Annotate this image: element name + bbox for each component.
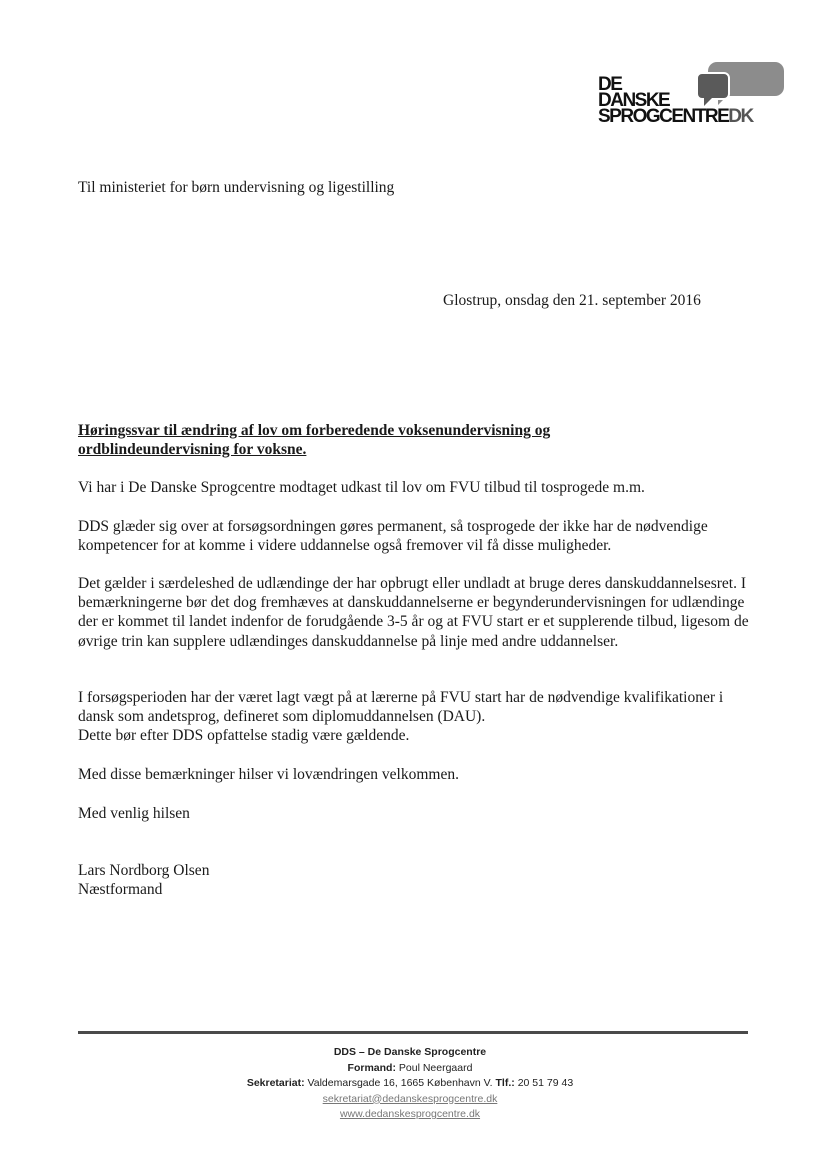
- footer-email-link[interactable]: sekretariat@dedanskesprogcentre.dk: [322, 1092, 498, 1105]
- letter-footer: [0, 1045, 820, 1123]
- footer-secretariat-label: Sekretariat:: [246, 1077, 305, 1089]
- organization-logo: [598, 62, 788, 128]
- greeting: Med venlig hilsen: [78, 805, 190, 822]
- logo-line-2: DANSKE: [598, 90, 670, 111]
- logo-line-3-suffix: DK: [728, 106, 753, 127]
- footer-phone: 20 51 79 43: [517, 1077, 574, 1089]
- footer-chair-name: Poul Neergaard: [398, 1061, 473, 1074]
- footer-divider: [78, 1031, 748, 1034]
- closing-remark: Med disse bemærkninger hilser vi lovændringen velkommen.: [78, 766, 459, 783]
- paragraph-3: Det gælder i særdeleshed de udlændinge der har opbrugt eller undladt at bruge deres danskuddannelsesret. I bemærkningerne bør det dog fremhæves at danskuddannelserne er begynderundervisningen for udlændinge der er kommet til landet indenfor de forudgående 3-5 år og at FVU start er et supplerende tilbud, ligesom de øvrige trin kan supplere udlændinges danskuddannelse på linje med andre uddannelser.: [78, 575, 749, 650]
- paragraph-4: [78, 688, 758, 746]
- logo-line-1: DE: [598, 74, 622, 95]
- signer-title: Næstformand: [78, 881, 163, 898]
- paragraph-4-sentence-1: I forsøgsperioden har der været lagt vægt på at lærerne på FVU start har de nødvendige kvalifikationer i dansk som andetsprog, defineret som diplomuddannelsen (DAU).: [78, 689, 724, 726]
- recipient-line: Til ministeriet for børn undervisning og ligestilling: [78, 179, 395, 196]
- paragraph-2: DDS glæder sig over at forsøgsordningen gøres permanent, så tosprogede der ikke har de nødvendige kompetencer for at komme i videre uddannelse også fremover vil få disse muligheder.: [78, 518, 708, 555]
- logo-line-3-main: SPROGCENTRE: [598, 106, 729, 127]
- paragraph-4-sentence-2: Dette bør efter DDS opfattelse stadig være gældende.: [78, 727, 410, 745]
- footer-org: DDS – De Danske Sprogcentre: [333, 1046, 487, 1058]
- logo-line-3: [598, 108, 753, 126]
- date-line: Glostrup, onsdag den 21. september 2016: [443, 292, 701, 309]
- signer-name: Lars Nordborg Olsen: [78, 862, 210, 879]
- letter-subject: Høringssvar til ændring af lov om forberedende voksenundervisning og ordblindeundervisning for voksne.: [78, 422, 551, 458]
- footer-secretariat: [0, 1076, 820, 1092]
- paragraph-1: Vi har i De Danske Sprogcentre modtaget udkast til lov om FVU tilbud til tosprogede m.m.: [78, 479, 645, 496]
- footer-chair: [0, 1061, 820, 1077]
- footer-website-link[interactable]: www.dedanskesprogcentre.dk: [339, 1108, 481, 1120]
- footer-phone-label: Tlf.:: [495, 1077, 515, 1089]
- speech-bubble-small-icon: [696, 72, 730, 100]
- footer-chair-label: Formand:: [347, 1061, 396, 1074]
- footer-address: Valdemarsgade 16, 1665 København V.: [307, 1077, 493, 1089]
